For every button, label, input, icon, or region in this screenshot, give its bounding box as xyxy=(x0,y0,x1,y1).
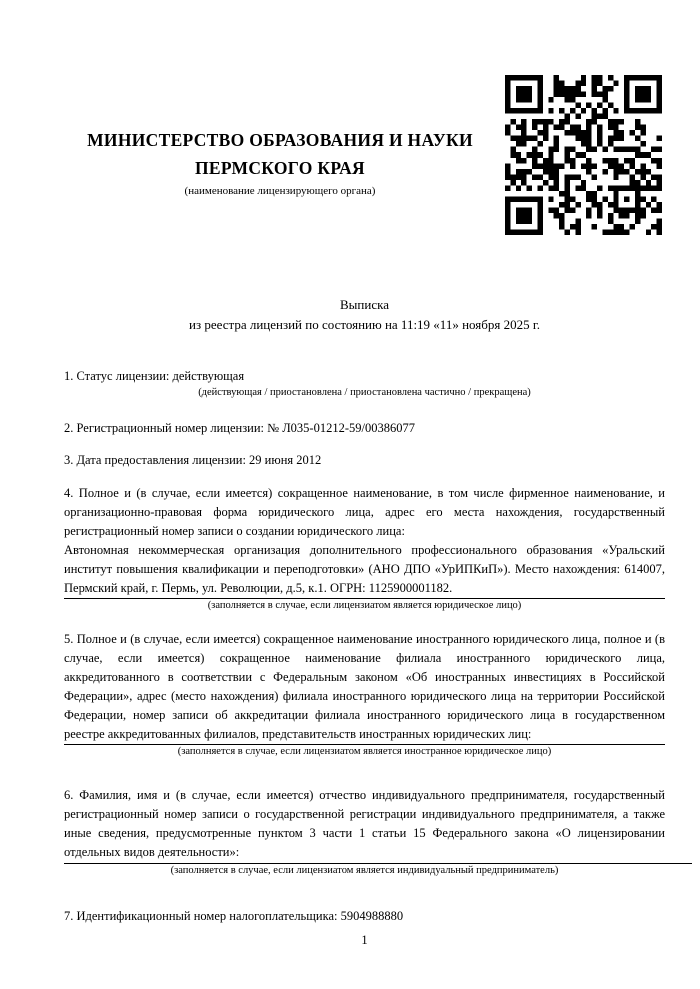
qr-code-icon xyxy=(505,75,662,235)
document-title-line2: из реестра лицензий по состоянию на 11:19 «11» ноября 2025 г. xyxy=(189,317,540,332)
item-6-entrepreneur-label: 6. Фамилия, имя и (в случае, если имеется) отчество индивидуального предпринимателя, государственный регистрационный номер записи о государственной регистрации индивидуального предпринимателя, а также иные сведения, предусмотренные пунктом 3 части 1 статьи 15 Федерального закона «О лицензировании отдельных видов деятельности»: xyxy=(64,788,665,859)
ministry-name-line1: МИНИСТЕРСТВО ОБРАЗОВАНИЯ И НАУКИ xyxy=(87,130,473,150)
item-3-grant-date: 3. Дата предоставления лицензии: 29 июня 2012 xyxy=(64,453,322,467)
document-title xyxy=(64,295,665,335)
authority-field-caption: (наименование лицензирующего органа) xyxy=(184,185,376,197)
ministry-name-line2: ПЕРМСКОГО КРАЯ xyxy=(195,158,365,178)
item-4-legal-entity-value: Автономная некоммерческая организация дополнительного профессионального образования «Уральский институт повышения квалификации и переподготовки» (АНО ДПО «УрИПКиП»). Место нахождения: 614007, Пермский край, г. Пермь, ул. Революции, д.5, к.1. ОГРН: 1125900001182. xyxy=(64,543,665,595)
page-number: 1 xyxy=(361,933,368,947)
item-7-taxpayer-number: 7. Идентификационный номер налогоплательщика: 5904988880 xyxy=(64,909,404,923)
item-1-license-status: 1. Статус лицензии: действующая xyxy=(64,369,245,383)
item-4-legal-entity-label: 4. Полное и (в случае, если имеется) сокращенное наименование, в том числе фирменное наименование, и организационно-правовая форма юридического лица, адрес его места нахождения, государственный регистрационный номер записи о создании юридического лица: xyxy=(64,486,665,538)
item-5-foreign-entity-label: 5. Полное и (в случае, если имеется) сокращенное наименование иностранного юридического лица, полное и (в случае, если имеется) сокращенное наименование филиала иностранного юридического лица, аккредитованного в соответствии с Федеральным законом «Об иностранных инвестициях в Российской Федерации», адрес (место нахождения) филиала иностранного юридического лица на территории Российской Федерации, номер записи об аккредитации филиала иностранного юридического лица в государственном реестре аккредитованных филиалов, представительств иностранных юридических лиц: xyxy=(64,632,665,741)
item-1-caption: (действующая / приостановлена / приостановлена частично / прекращена) xyxy=(198,387,531,398)
item-6-caption: (заполняется в случае, если лицензиатом является индивидуальный предприниматель) xyxy=(170,865,559,876)
item-5-caption: (заполняется в случае, если лицензиатом является иностранное юридическое лицо) xyxy=(177,746,552,757)
item-4-caption: (заполняется в случае, если лицензиатом является юридическое лицо) xyxy=(207,600,522,611)
licensing-authority-name xyxy=(64,126,496,182)
item-2-registration-number: 2. Регистрационный номер лицензии: № Л035-01212-59/00386077 xyxy=(64,421,415,435)
document-title-line1: Выписка xyxy=(340,297,389,312)
